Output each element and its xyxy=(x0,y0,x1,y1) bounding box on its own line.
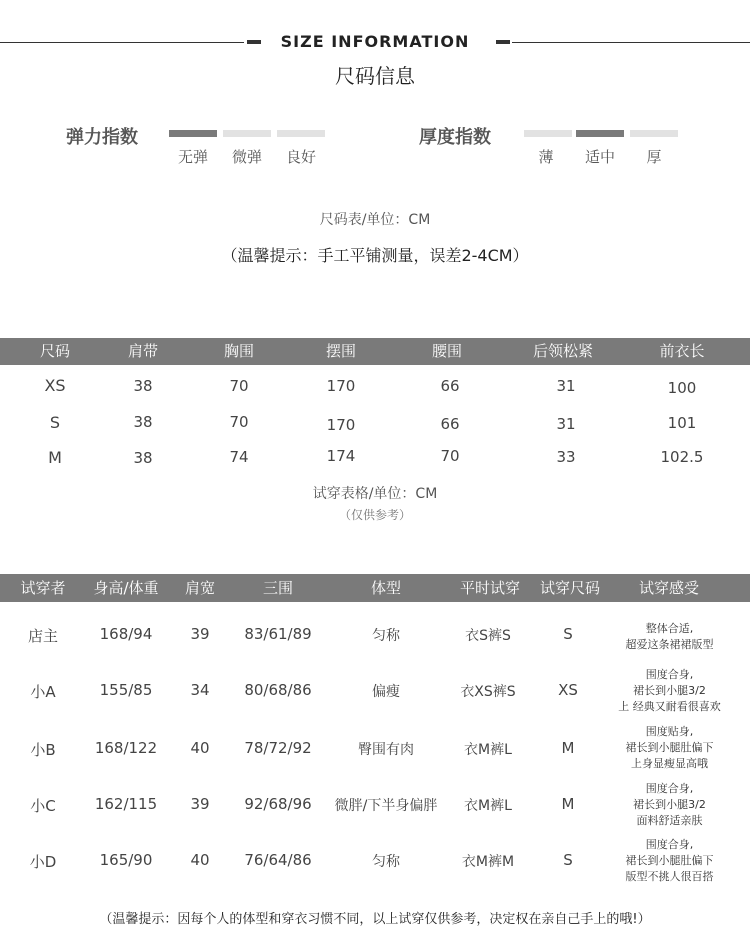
tryon-shoulder: 39 xyxy=(190,795,210,813)
tryon-col-size: 试穿尺码 xyxy=(539,579,600,597)
tryon-col-height-weight: 身高/体重 xyxy=(93,579,159,597)
tryon-feel xyxy=(612,621,727,653)
tryon-bwh: 83/61/89 xyxy=(244,625,312,643)
tryon-usual: 衣M裤L xyxy=(464,798,512,814)
size-table-header xyxy=(0,338,750,365)
header-rule-right xyxy=(512,42,750,43)
tryon-feel-line: 裙长到小腿肚偏下 xyxy=(625,741,714,754)
tryon-shoulder: 40 xyxy=(190,851,210,869)
tryon-col-shoulder: 肩宽 xyxy=(184,579,215,597)
tryon-height-weight: 162/115 xyxy=(94,795,158,813)
tryon-shape: 匀称 xyxy=(372,854,400,870)
elasticity-option-3: 良好 xyxy=(285,148,316,166)
thickness-option-2: 适中 xyxy=(584,148,615,166)
size-cell: 33 xyxy=(556,448,576,466)
size-col-front-length: 前衣长 xyxy=(659,342,705,360)
size-cell: 170 xyxy=(326,377,356,395)
size-table-unit: 尺码表/单位：CM xyxy=(319,212,431,228)
tryon-usual: 衣M裤L xyxy=(464,742,512,758)
page-title-cn: 尺码信息 xyxy=(335,64,415,88)
size-cell: 100 xyxy=(667,379,697,397)
tryon-feel-line: 面料舒适亲肤 xyxy=(636,814,703,827)
tryon-size: S xyxy=(563,851,573,869)
thickness-bar-2 xyxy=(576,130,624,137)
thickness-option-3: 厚 xyxy=(646,148,662,166)
header-dash-right xyxy=(496,40,510,44)
tryon-shoulder: 40 xyxy=(190,739,210,757)
tryon-bwh: 76/64/86 xyxy=(244,851,312,869)
footer-tip: （温馨提示：因每个人的体型和穿衣习惯不同，以上试穿仅供参考，决定权在亲自己手上的哦!） xyxy=(99,912,651,927)
elasticity-option-1: 无弹 xyxy=(177,148,208,166)
size-cell: 66 xyxy=(440,415,460,433)
tryon-shape: 臀围有肉 xyxy=(358,742,414,758)
tryon-feel-line: 版型不挑人很百搭 xyxy=(625,870,714,883)
tryon-feel-line: 裙长到小腿3/2 xyxy=(633,798,706,811)
size-cell: 170 xyxy=(326,416,356,434)
tryon-feel-line: 上 经典又耐看很喜欢 xyxy=(618,700,721,713)
size-col-back-collar: 后领松紧 xyxy=(532,342,593,360)
tryon-shape: 微胖/下半身偏胖 xyxy=(334,798,438,814)
thickness-title: 厚度指数 xyxy=(419,127,491,148)
thickness-option-1: 薄 xyxy=(538,148,554,166)
size-cell: 74 xyxy=(229,448,249,466)
tryon-col-shape: 体型 xyxy=(370,579,401,597)
size-cell: 70 xyxy=(440,447,460,465)
size-cell: 101 xyxy=(667,414,697,432)
tryon-person: 店主 xyxy=(27,627,58,645)
size-cell: 38 xyxy=(133,449,153,467)
size-cell: S xyxy=(49,413,61,432)
page-title-en: SIZE INFORMATION xyxy=(280,32,470,51)
tryon-person: 小C xyxy=(30,797,56,815)
size-col-bust: 胸围 xyxy=(223,342,254,360)
tryon-table-unit: 试穿表格/单位：CM xyxy=(312,486,438,502)
tryon-feel-line: 裙长到小腿3/2 xyxy=(633,684,706,697)
elasticity-bar-3 xyxy=(277,130,325,137)
tryon-feel-line: 裙长到小腿肚偏下 xyxy=(625,854,714,867)
thickness-bar-3 xyxy=(630,130,678,137)
thickness-bar-1 xyxy=(524,130,572,137)
tryon-person: 小B xyxy=(30,741,56,759)
measure-tip: （温馨提示：手工平铺测量，误差2-4CM） xyxy=(221,246,529,265)
size-col-size: 尺码 xyxy=(39,342,70,360)
tryon-size: XS xyxy=(558,681,578,699)
elasticity-option-2: 微弹 xyxy=(231,148,262,166)
tryon-col-bwh: 三围 xyxy=(262,579,293,597)
tryon-shape: 偏瘦 xyxy=(372,684,400,700)
tryon-height-weight: 168/122 xyxy=(94,739,158,757)
tryon-height-weight: 165/90 xyxy=(99,851,153,869)
tryon-feel-line: 围度合身, xyxy=(645,782,694,795)
tryon-feel-line: 上身显瘦显高哦 xyxy=(631,757,708,770)
tryon-col-usual: 平时试穿 xyxy=(459,579,520,597)
tryon-table-sub: （仅供参考） xyxy=(338,508,411,522)
tryon-shoulder: 39 xyxy=(190,625,210,643)
tryon-col-feel: 试穿感受 xyxy=(638,579,699,597)
tryon-feel-line: 超爱这条裙裙版型 xyxy=(625,638,714,651)
tryon-size: M xyxy=(561,739,575,757)
size-cell: 31 xyxy=(556,415,576,433)
tryon-person: 小A xyxy=(30,683,56,701)
tryon-height-weight: 155/85 xyxy=(99,681,153,699)
size-cell: 70 xyxy=(229,413,249,431)
tryon-feel-line: 围度合身, xyxy=(645,838,694,851)
size-cell: M xyxy=(48,448,62,467)
tryon-feel-line: 围度贴身, xyxy=(645,725,694,738)
tryon-bwh: 78/72/92 xyxy=(244,739,312,757)
tryon-table-header xyxy=(0,574,750,602)
elasticity-bar-1 xyxy=(169,130,217,137)
elasticity-bar-2 xyxy=(223,130,271,137)
tryon-feel xyxy=(612,724,727,772)
size-cell: 31 xyxy=(556,377,576,395)
tryon-usual: 衣XS裤S xyxy=(460,684,516,700)
tryon-bwh: 92/68/96 xyxy=(244,795,312,813)
tryon-size: S xyxy=(563,625,573,643)
tryon-usual: 衣S裤S xyxy=(465,628,511,644)
elasticity-title: 弹力指数 xyxy=(66,127,138,148)
size-cell: 102.5 xyxy=(660,448,704,466)
tryon-feel-line: 整体合适, xyxy=(645,622,694,635)
size-cell: 70 xyxy=(229,377,249,395)
size-col-strap: 肩带 xyxy=(127,342,158,360)
tryon-shoulder: 34 xyxy=(190,681,210,699)
tryon-feel xyxy=(612,837,727,885)
size-cell: 66 xyxy=(440,377,460,395)
size-cell: 38 xyxy=(133,413,153,431)
tryon-height-weight: 168/94 xyxy=(99,625,153,643)
size-col-hem: 摆围 xyxy=(325,342,356,360)
tryon-usual: 衣M裤M xyxy=(461,854,515,870)
size-cell: XS xyxy=(44,376,66,395)
tryon-feel-line: 围度合身, xyxy=(645,668,694,681)
tryon-feel xyxy=(612,667,727,715)
tryon-feel xyxy=(612,781,727,829)
size-cell: 38 xyxy=(133,377,153,395)
tryon-size: M xyxy=(561,795,575,813)
size-col-waist: 腰围 xyxy=(431,342,462,360)
tryon-shape: 匀称 xyxy=(372,628,400,644)
tryon-person: 小D xyxy=(29,853,57,871)
tryon-col-person: 试穿者 xyxy=(20,579,66,597)
size-cell: 174 xyxy=(326,447,356,465)
tryon-bwh: 80/68/86 xyxy=(244,681,312,699)
